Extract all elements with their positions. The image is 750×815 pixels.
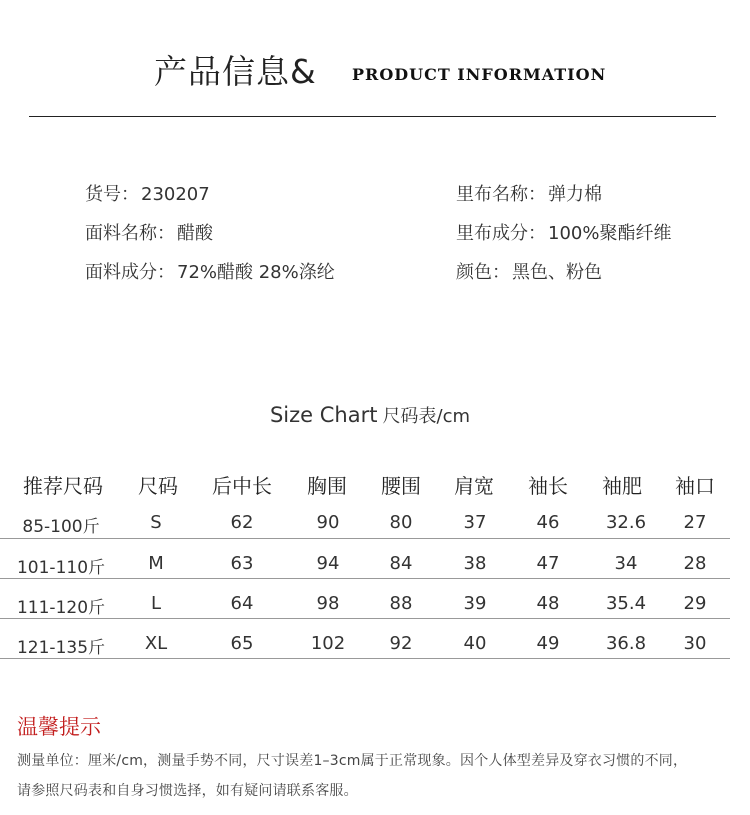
spec-value: 72%醋酸 28%涤纶 [177, 262, 335, 283]
table-cell: 88 [389, 593, 413, 614]
spec-label: 里布成分： [456, 223, 546, 244]
table-cell: 92 [389, 633, 413, 654]
spec-color [456, 258, 602, 284]
row-divider [0, 618, 730, 619]
table-row [0, 581, 750, 621]
table-cell: 90 [316, 512, 340, 533]
table-cell: 35.4 [605, 593, 647, 614]
table-cell: 39 [463, 593, 487, 614]
table-cell: 27 [683, 512, 707, 533]
row-divider [0, 578, 730, 579]
spec-label: 面料名称： [85, 223, 175, 244]
table-header-cell: 袖长 [528, 474, 568, 498]
size-chart-title-unit: 尺码表/cm [382, 406, 471, 427]
table-cell: XL [144, 633, 168, 654]
table-cell: 28 [683, 553, 707, 574]
table-cell: S [150, 512, 162, 533]
table-cell: 46 [536, 512, 560, 533]
table-cell: 65 [230, 633, 254, 654]
table-cell: 37 [463, 512, 487, 533]
table-row [0, 541, 750, 581]
spec-label: 货号： [85, 184, 139, 205]
spec-lining-name [456, 180, 602, 206]
table-header-cell: 腰围 [381, 474, 421, 498]
table-cell: 85-100斤 [22, 517, 100, 537]
notice-text: 测量单位：厘米/cm，测量手势不同，尺寸误差1–3cm属于正常现象。因个人体型差异及穿衣习惯的不同， [17, 753, 688, 769]
table-cell: 84 [389, 553, 413, 574]
notice-title: 温馨提示 [17, 715, 101, 739]
spec-value: 黑色、粉色 [512, 262, 602, 283]
table-cell: 34 [614, 553, 638, 574]
table-cell: 38 [463, 553, 487, 574]
size-chart-title [0, 402, 740, 428]
table-header-cell: 后中长 [212, 474, 272, 498]
table-cell: 102 [310, 633, 346, 654]
table-row [0, 500, 750, 540]
table-cell: 80 [389, 512, 413, 533]
table-cell: 64 [230, 593, 254, 614]
spec-value: 醋酸 [177, 223, 213, 244]
spec-value: 230207 [141, 184, 210, 205]
table-header-cell: 推荐尺码 [23, 474, 103, 498]
table-cell: 47 [536, 553, 560, 574]
row-divider [0, 538, 730, 539]
spec-value: 100%聚酯纤维 [548, 223, 672, 244]
spec-label: 里布名称： [456, 184, 546, 205]
table-cell: 101-110斤 [16, 558, 106, 578]
section-title-english: PRODUCT INFORMATION [352, 65, 607, 84]
table-cell: 48 [536, 593, 560, 614]
table-cell: 62 [230, 512, 254, 533]
spec-label: 面料成分： [85, 262, 175, 283]
spec-fabric-composition [85, 258, 335, 284]
row-divider [0, 658, 730, 659]
table-cell: 63 [230, 553, 254, 574]
spec-item-number [85, 180, 210, 206]
section-title: 产品信息& [154, 52, 317, 91]
table-cell: 121-135斤 [16, 638, 106, 658]
table-cell: 98 [316, 593, 340, 614]
table-cell: 32.6 [605, 512, 647, 533]
table-header-row [0, 460, 750, 500]
table-cell: 30 [683, 633, 707, 654]
notice-text: 请参照尺码表和自身习惯选择，如有疑问请联系客服。 [17, 783, 358, 799]
size-chart-title-english: Size Chart [269, 403, 378, 427]
table-cell: 29 [683, 593, 707, 614]
table-cell: 94 [316, 553, 340, 574]
table-cell: 40 [463, 633, 487, 654]
table-cell: 36.8 [605, 633, 647, 654]
table-header-cell: 尺码 [138, 474, 178, 498]
spec-lining-composition [456, 219, 671, 245]
table-row [0, 621, 750, 661]
table-cell: 111-120斤 [16, 598, 106, 618]
table-header-cell: 袖口 [675, 474, 715, 498]
table-header-cell: 肩宽 [454, 474, 494, 498]
spec-value: 弹力棉 [548, 184, 602, 205]
spec-fabric-name [85, 219, 213, 245]
table-cell: 49 [536, 633, 560, 654]
table-header-cell: 胸围 [307, 474, 347, 498]
table-header-cell: 袖肥 [602, 474, 642, 498]
spec-label: 颜色： [456, 262, 510, 283]
table-cell: M [148, 553, 164, 574]
table-cell: L [150, 593, 162, 614]
header-divider [29, 116, 716, 117]
